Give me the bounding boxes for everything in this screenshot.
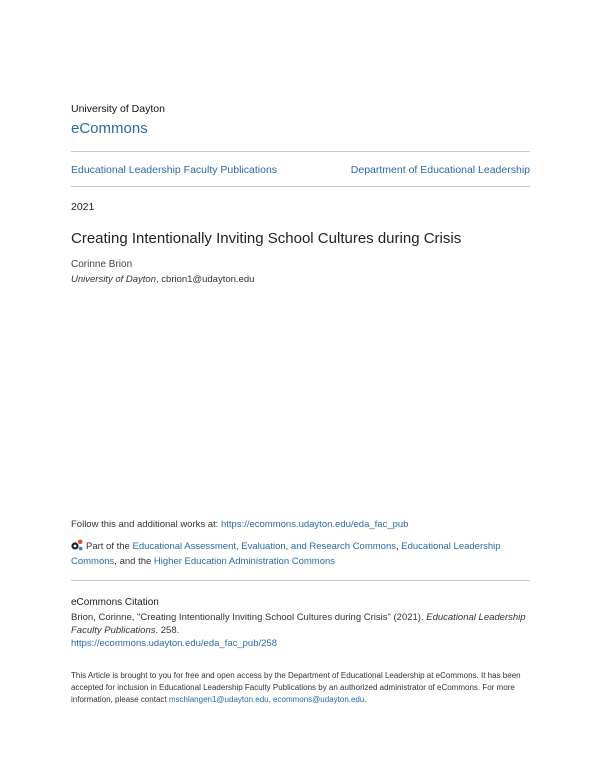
author-email: cbrion1@udayton.edu — [161, 274, 255, 285]
contact-sep: , — [268, 695, 274, 704]
part-of-sep1: , — [395, 541, 402, 552]
follow-url-link[interactable]: https://ecommons.udayton.edu/eda_fac_pub — [220, 519, 409, 530]
part-of-sep2: , and the — [114, 556, 154, 567]
access-statement — [71, 670, 531, 706]
commons-link-leadership[interactable]: Educational Leadership Commons — [71, 541, 501, 567]
department-link[interactable]: Department of Educational Leadership — [350, 164, 530, 176]
divider-nav — [71, 186, 530, 187]
collection-link[interactable]: Educational Leadership Faculty Publications — [71, 164, 278, 176]
part-of-prefix: Part of the — [86, 541, 133, 552]
repository-logo-text[interactable]: eCommons — [71, 120, 148, 137]
citation-number: . 258. — [155, 625, 180, 636]
institution-name: University of Dayton — [71, 103, 165, 115]
network-commons-icon — [71, 539, 83, 551]
citation-text — [71, 611, 531, 650]
citation-url-link[interactable]: https://ecommons.udayton.edu/eda_fac_pub/258 — [71, 638, 277, 649]
publication-year: 2021 — [71, 201, 95, 213]
citation-plain: Brion, Corinne, "Creating Intentionally Inviting School Cultures during Crisis" (2021). — [71, 612, 427, 623]
author-affiliation: University of Dayton, cbrion1@udayton.edu — [71, 274, 255, 285]
affiliation-name: University of Dayton — [71, 274, 157, 285]
access-end: . — [364, 695, 367, 704]
author-name: Corinne Brion — [71, 259, 133, 270]
contact-email-1[interactable]: mschlangen1@udayton.edu — [168, 695, 269, 704]
commons-link-assessment[interactable]: Educational Assessment, Evaluation, and Research Commons — [132, 541, 396, 552]
citation-heading: eCommons Citation — [71, 597, 159, 608]
contact-email-2[interactable]: ecommons@udayton.edu — [273, 695, 365, 704]
access-text: This Article is brought to you for free and open access by the Department of Educational Leadership at eCommons. It has been accepted for inclusion in Educational Leadership Faculty Publications by an authorized administrator of eCommons. For more information, please contact — [71, 671, 521, 704]
part-of-commons — [71, 539, 531, 569]
divider-top — [71, 151, 530, 152]
divider-citation — [71, 580, 530, 581]
citation-series: Educational Leadership Faculty Publications — [71, 612, 526, 636]
follow-text: Follow this and additional works at: — [71, 519, 221, 530]
article-title: Creating Intentionally Inviting School Cultures during Crisis — [71, 230, 462, 247]
follow-line — [71, 519, 408, 530]
commons-link-higher-ed[interactable]: Higher Education Administration Commons — [153, 556, 336, 567]
